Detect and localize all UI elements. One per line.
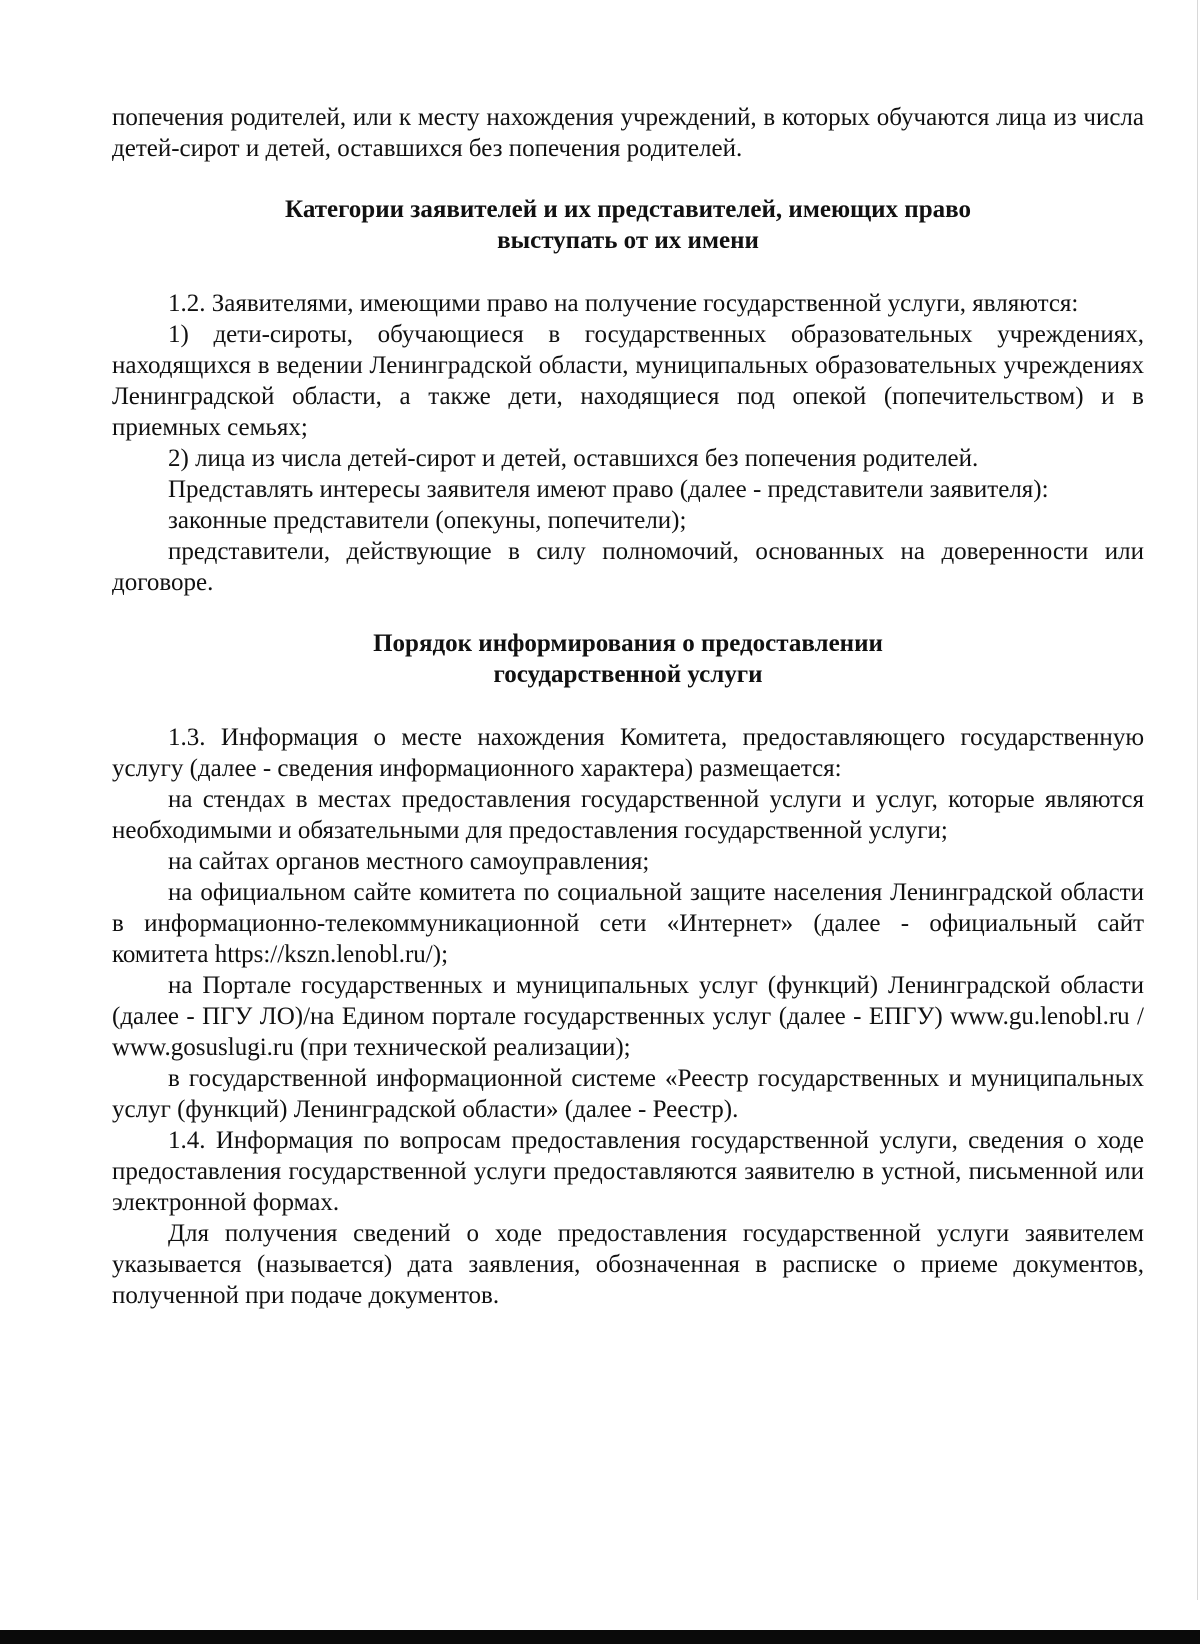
paragraph-1-3-portal: на Портале государственных и муниципальных услуг (функций) Ленинградской области (далее - ПГУ ЛО)/на Едином портале государственных услуг (далее - ЕПГУ) www.gu.lenobl.ru / www.gosuslugi.ru (при технической реализации); xyxy=(112,972,1144,1061)
paragraph-intro: попечения родителей, или к месту нахождения учреждений, в которых обучаются лица из числа детей-сирот и детей, оставшихся без попечения родителей. xyxy=(112,104,1144,162)
paragraph-1-3-stands: на стендах в местах предоставления государственной услуги и услуг, которые являются необходимыми и обязательными для предоставления государственной услуги; xyxy=(112,786,1144,844)
paragraph-1-2: 1.2. Заявителями, имеющими право на получение государственной услуги, являются: xyxy=(168,290,1079,317)
scan-bottom-border xyxy=(0,1630,1200,1644)
scan-edge-line xyxy=(1197,0,1198,1600)
paragraph-1-4: 1.4. Информация по вопросам предоставления государственной услуги, сведения о ходе предоставления государственной услуги предоставляются заявителю в устной, письменной или электронной формах. xyxy=(112,1127,1144,1216)
heading-informing-procedure-line2: государственной услуги xyxy=(493,661,763,688)
heading-informing-procedure xyxy=(112,628,1144,690)
paragraph-legal-representatives: законные представители (опекуны, попечители); xyxy=(168,507,687,534)
paragraph-1-3-registry: в государственной информационной системе «Реестр государственных и муниципальных услуг (функций) Ленинградской области» (далее - Реестр). xyxy=(112,1065,1144,1123)
heading-applicant-categories-line2: выступать от их имени xyxy=(497,227,759,254)
paragraph-1-3: 1.3. Информация о месте нахождения Комитета, предоставляющего государственную услугу (далее - сведения информационного характера) размещается: xyxy=(112,724,1144,782)
heading-applicant-categories-line1: Категории заявителей и их представителей, имеющих право xyxy=(285,196,971,223)
paragraph-1-3-local-sites: на сайтах органов местного самоуправления; xyxy=(168,848,650,875)
document-page xyxy=(112,102,1144,1311)
paragraph-1-2-item-2: 2) лица из числа детей-сирот и детей, оставшихся без попечения родителей. xyxy=(168,445,979,472)
heading-informing-procedure-line1: Порядок информирования о предоставлении xyxy=(373,630,883,657)
paragraph-1-4-status: Для получения сведений о ходе предоставления государственной услуги заявителем указывается (называется) дата заявления, обозначенная в расписке о приеме документов, полученной при подаче документов. xyxy=(112,1220,1144,1309)
heading-applicant-categories xyxy=(112,194,1144,256)
paragraph-1-3-official-site: на официальном сайте комитета по социальной защите населения Ленинградской области в информационно-телекоммуникационной сети «Интернет» (далее - официальный сайт комитета https://kszn.lenobl.ru/); xyxy=(112,879,1144,968)
paragraph-1-2-item-1: 1) дети-сироты, обучающиеся в государственных образовательных учреждениях, находящихся в ведении Ленинградской области, муниципальных образовательных учреждениях Ленинградской области, а также дети, находящиеся под опекой (попечительством) и в приемных семьях; xyxy=(112,321,1144,441)
paragraph-representatives: Представлять интересы заявителя имеют право (далее - представители заявителя): xyxy=(168,476,1049,503)
paragraph-proxy-representatives: представители, действующие в силу полномочий, основанных на доверенности или договоре. xyxy=(112,538,1144,596)
